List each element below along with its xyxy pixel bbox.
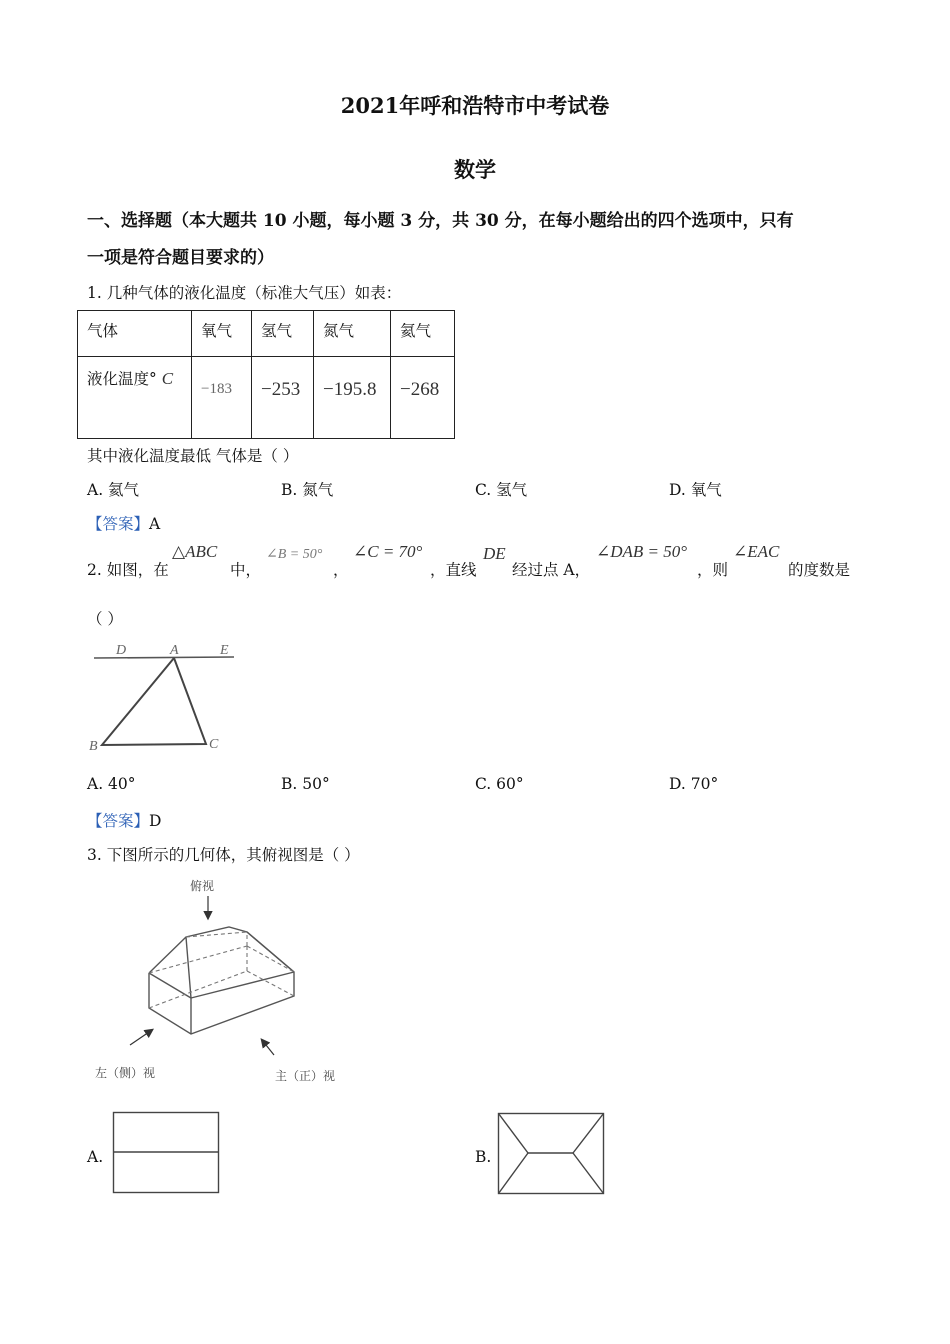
q1-option-b: B. 氮气 [281, 481, 334, 499]
q1-option-d: D. 氧气 [669, 481, 722, 499]
q2-angle-eac: ∠EAC [733, 542, 780, 561]
triangle-abc [102, 658, 206, 745]
label-c: C [209, 737, 219, 752]
section-heading-line1: 一、选择题（本大题共 10 小题，每小题 3 分，共 30 分，在每小题给出的四个选项中，只有 [87, 211, 794, 231]
q1-answer [87, 512, 160, 534]
answer-tag: 【答案】 [87, 812, 150, 830]
q3-stem: 3. 下图所示的几何体，其俯视图是（ ） [87, 846, 360, 864]
q2-answer [87, 809, 161, 831]
subject-title: 数学 [454, 157, 496, 182]
q2-option-c: C. 60° [475, 775, 524, 793]
gas-table-row [78, 357, 455, 439]
label-d: D [116, 643, 127, 658]
hidden-edges [149, 932, 294, 1008]
gas-table-header: 氦气 [391, 311, 455, 357]
label-left-view: 左（侧）视 [95, 1066, 156, 1080]
q2-text: ，则 [697, 561, 729, 579]
value-nitrogen: −195.8 [323, 379, 377, 400]
q2-text: ， [333, 561, 349, 579]
answer-value: A [149, 515, 161, 533]
exam-title: 2021年呼和浩特市中考试卷 [340, 93, 610, 118]
gas-table-cell [192, 357, 252, 439]
gas-table-row-label [78, 357, 192, 439]
q2-text: 的度数是 [788, 561, 851, 579]
q3-option-b-label: B. [475, 1148, 492, 1166]
gas-table-header-row [78, 311, 455, 357]
answer-tag: 【答案】 [87, 515, 150, 533]
section-heading-line2: 一项是符合题目要求的） [87, 248, 274, 268]
triangle-figure [88, 638, 248, 756]
label-e: E [220, 643, 229, 658]
label-front-view: 主（正）视 [275, 1069, 336, 1083]
q1-stem: 1. 几种气体的液化温度（标准大气压）如表： [87, 284, 402, 302]
q1-question: 其中液化温度最低 气体是（ ） [87, 447, 299, 465]
solid-figure [90, 870, 360, 1092]
q2-option-b: B. 50° [281, 775, 330, 793]
q2-text: 中， [230, 561, 262, 579]
row-unit: C [161, 369, 174, 388]
option-a-figure [112, 1111, 222, 1195]
q2-paren: （ ） [87, 610, 123, 628]
q2-angle-b: ∠B = 50° [266, 547, 323, 562]
value-oxygen: −183 [201, 381, 232, 397]
q2-angle-c: ∠C = 70° [353, 542, 423, 561]
q1-option-c: C. 氢气 [475, 481, 528, 499]
row-label-text: 液化温度° [87, 370, 157, 388]
q2-text: ，直线 [430, 561, 477, 579]
gas-table-header: 氮气 [314, 311, 391, 357]
gas-table [77, 310, 455, 439]
gas-table-cell [252, 357, 314, 439]
answer-value: D [149, 812, 162, 830]
q2-option-a: A. 40° [87, 775, 136, 793]
q2-text: 经过点 A， [512, 561, 591, 579]
line-de [94, 657, 234, 658]
value-hydrogen: −253 [261, 379, 301, 400]
q2-option-d: D. 70° [669, 775, 719, 793]
q2-prefix: 2. 如图，在 [87, 561, 169, 579]
option-b-figure [497, 1112, 607, 1196]
gas-table-cell [314, 357, 391, 439]
q2-angle-dab: ∠DAB = 50° [596, 542, 688, 561]
q3-option-a-label: A. [87, 1148, 104, 1166]
label-top-view: 俯视 [190, 879, 215, 893]
q1-option-a: A. 氦气 [87, 481, 140, 499]
value-helium: −268 [400, 379, 440, 400]
q2-line-de: DE [483, 544, 506, 563]
arrow-left-icon [130, 1030, 152, 1045]
q2-triangle: △ABC [172, 542, 218, 561]
arrow-front-icon [262, 1040, 274, 1055]
gas-table-header: 氢气 [252, 311, 314, 357]
gas-table-header: 气体 [78, 311, 192, 357]
gas-table-cell [391, 357, 455, 439]
label-b: B [89, 739, 98, 754]
gas-table-header: 氧气 [192, 311, 252, 357]
label-a: A [170, 643, 179, 658]
